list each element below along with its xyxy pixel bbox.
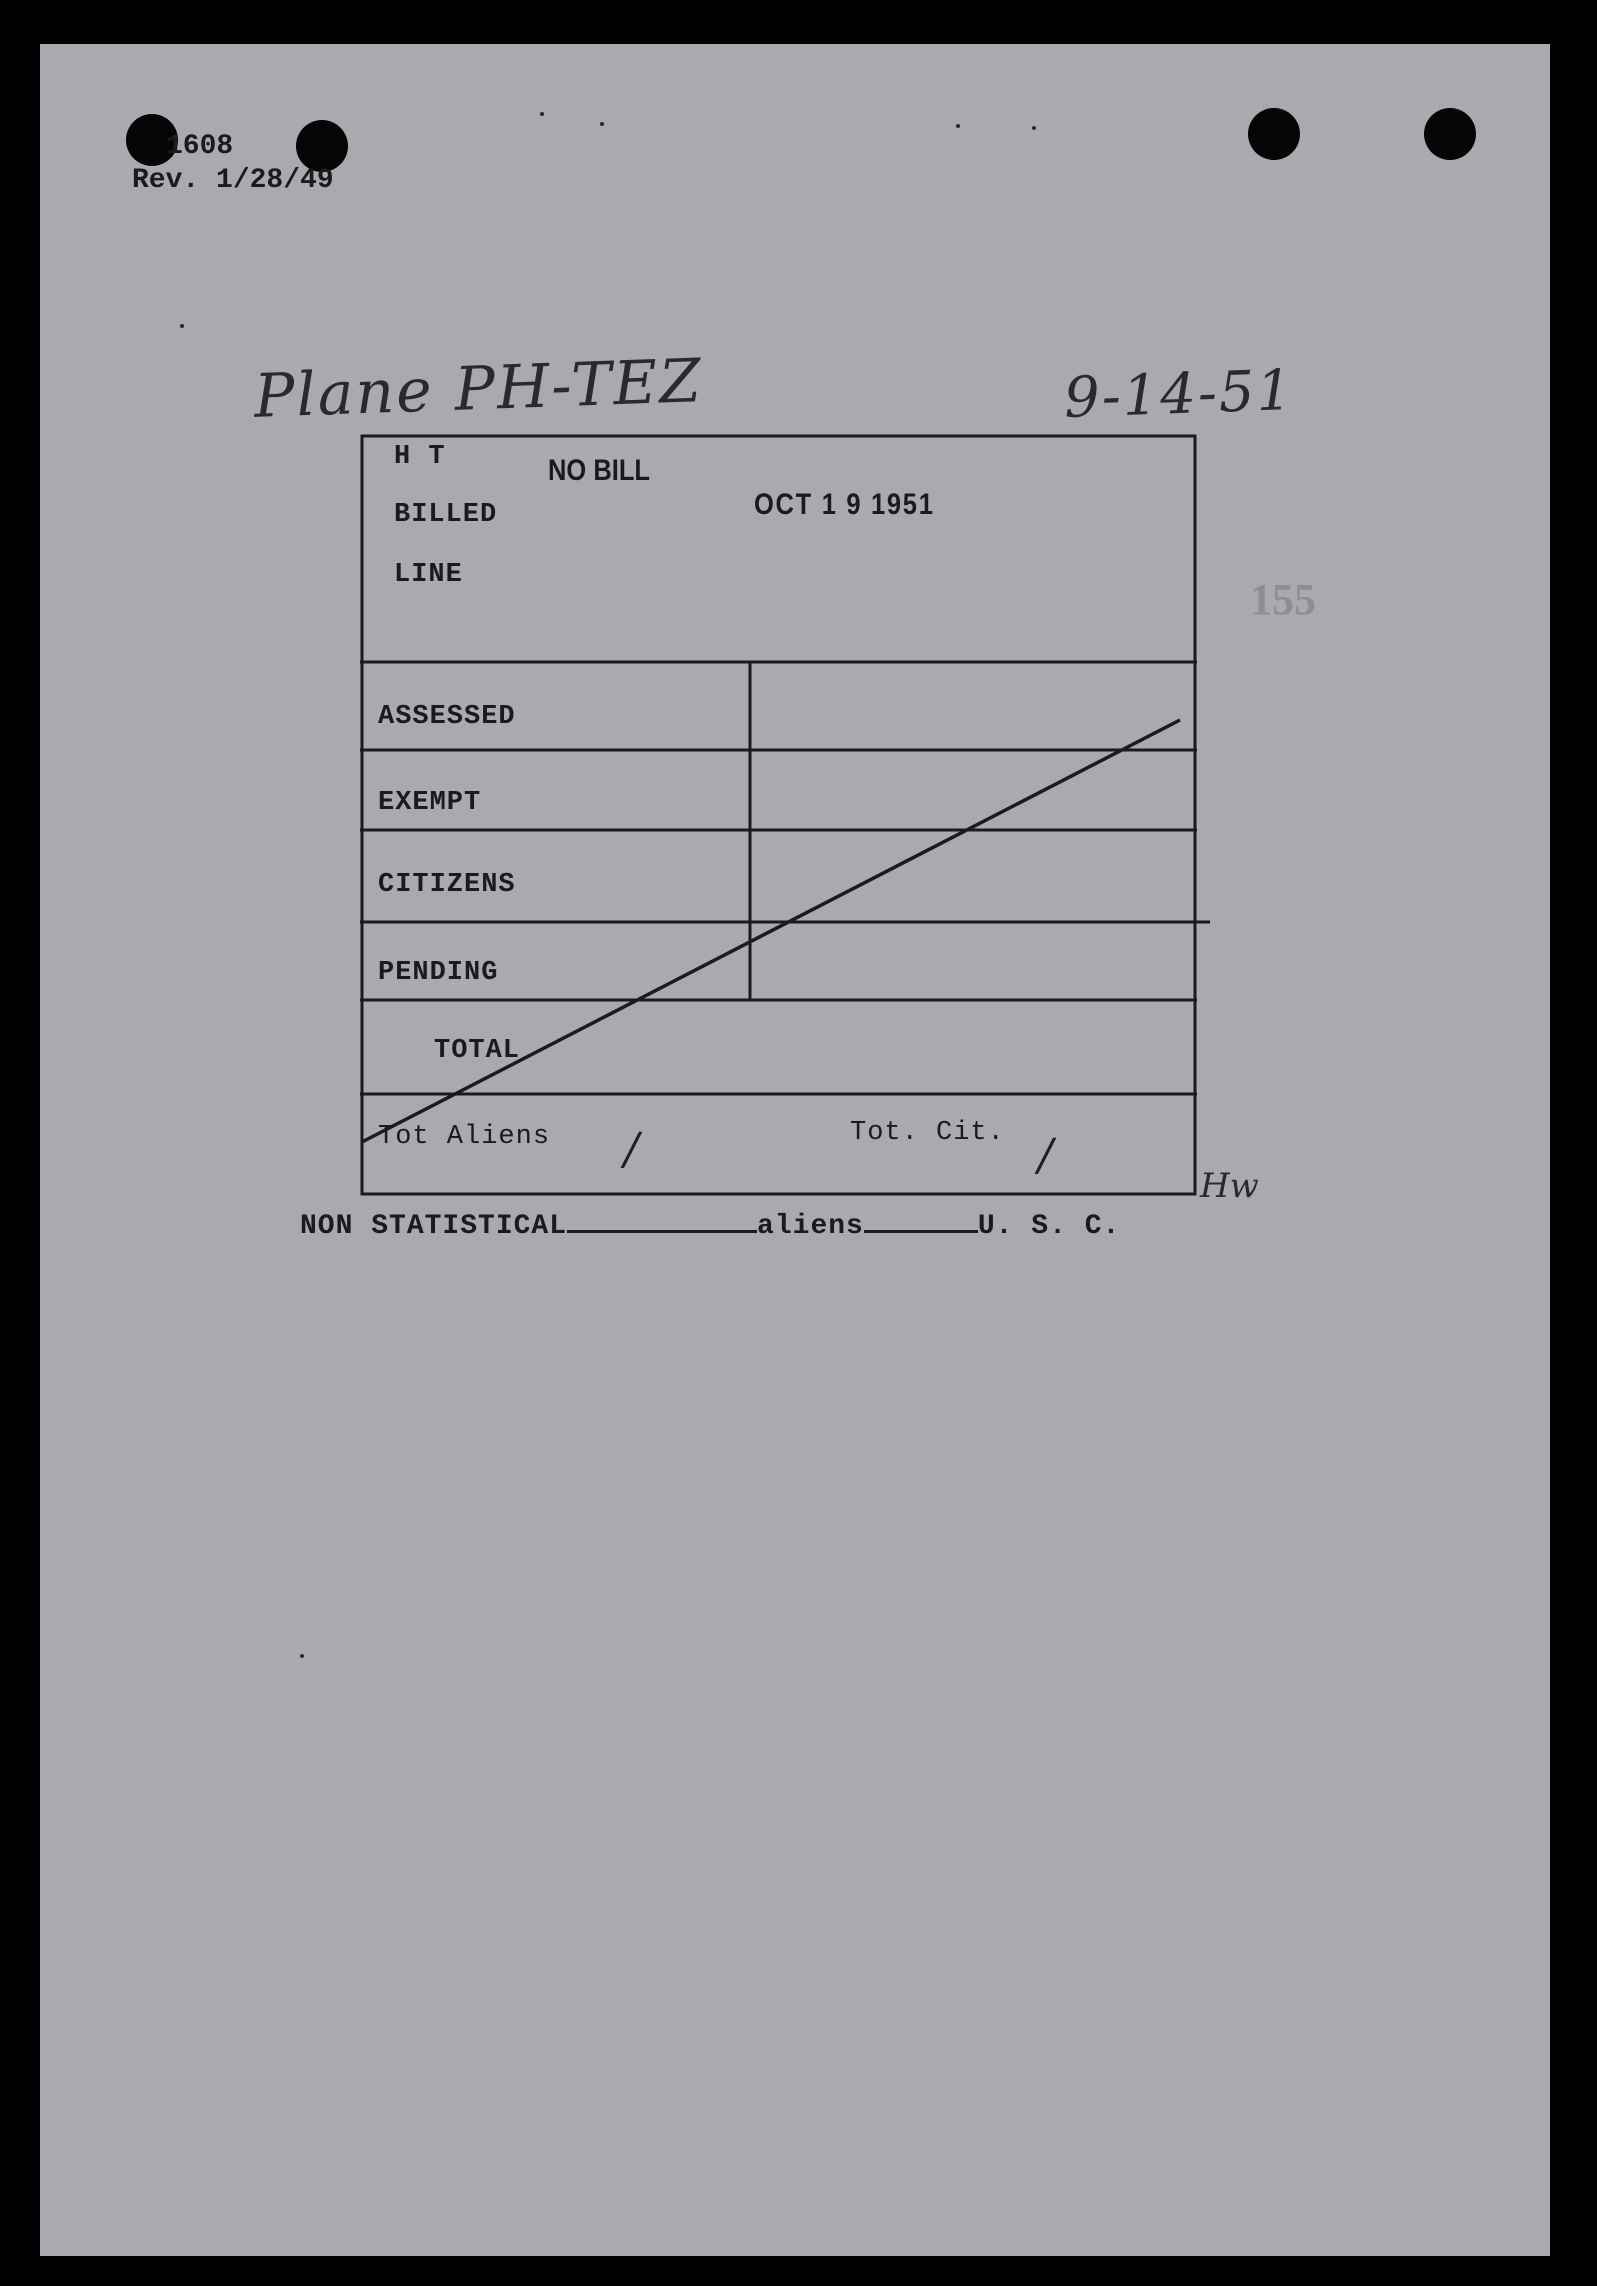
document-page xyxy=(40,44,1550,2256)
page-number-stamp: 155 xyxy=(1250,575,1316,624)
tot-cit-count: / xyxy=(1038,1130,1053,1181)
label-usc: U. S. C. xyxy=(977,1211,1121,1242)
label-tot-cit: Tot. Cit. xyxy=(850,1118,1005,1148)
speck xyxy=(600,122,604,126)
speck xyxy=(956,124,960,128)
speck xyxy=(1032,126,1036,130)
speck xyxy=(180,324,184,328)
handwritten-plane-id: Plane PH-TEZ xyxy=(252,346,704,432)
label-pending: PENDING xyxy=(378,958,499,988)
label-non-statistical: NON STATISTICAL xyxy=(300,1211,568,1242)
stamp-no-bill: NO BILL xyxy=(548,454,650,487)
punch-hole-right-2 xyxy=(1424,108,1476,160)
tot-aliens-count: / xyxy=(624,1124,639,1175)
label-total: TOTAL xyxy=(434,1036,521,1066)
diagonal-cancel-line xyxy=(362,720,1180,1142)
label-citizens: CITIZENS xyxy=(378,870,516,900)
handwritten-initials: Hw xyxy=(1200,1166,1259,1206)
speck xyxy=(540,112,544,116)
form-grid xyxy=(360,434,1197,1196)
label-tot-aliens: Tot Aliens xyxy=(378,1122,551,1152)
non-statistical-line xyxy=(300,1204,1120,1242)
speck xyxy=(300,1654,304,1658)
stamp-received-date: OCT 1 9 1951 xyxy=(754,488,935,521)
label-exempt: EXEMPT xyxy=(378,788,482,818)
label-assessed: ASSESSED xyxy=(378,702,516,732)
label-aliens: aliens xyxy=(757,1211,864,1242)
label-billed: BILLED xyxy=(394,500,498,530)
blank-non-statistical xyxy=(567,1204,757,1233)
grid-outer-box xyxy=(362,436,1195,1194)
handwritten-date: 9-14-51 xyxy=(1062,358,1296,431)
label-ht: H T xyxy=(394,442,446,472)
form-number: 1608 xyxy=(166,131,234,162)
form-identifier xyxy=(132,130,334,198)
form-revision: Rev. 1/28/49 xyxy=(132,165,334,196)
label-line: LINE xyxy=(394,560,463,590)
blank-aliens xyxy=(864,1204,978,1233)
punch-hole-right-1 xyxy=(1248,108,1300,160)
